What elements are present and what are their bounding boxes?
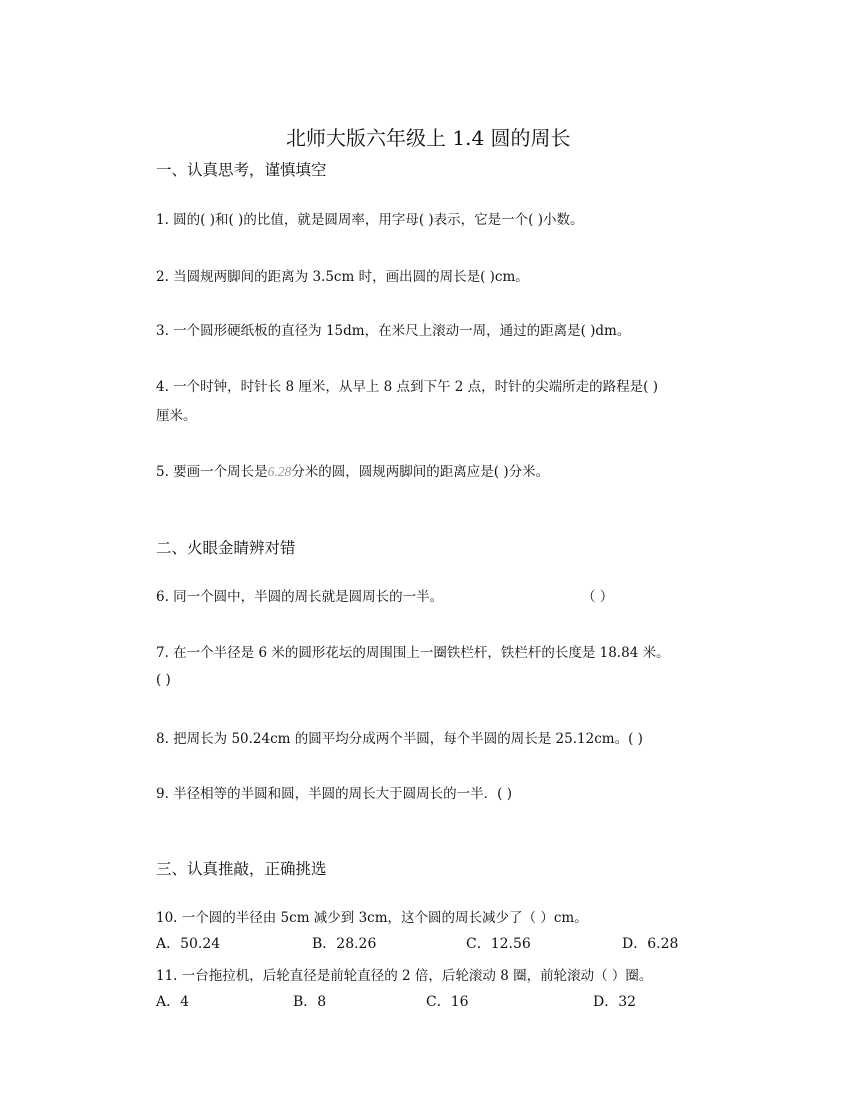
question-3: 3. 一个圆形硬纸板的直径为 15dm，在米尺上滚动一周，通过的距离是( )dm。 — [156, 323, 631, 339]
question-5-value: 6.28 — [267, 464, 292, 479]
question-11: 11. 一台拖拉机，后轮直径是前轮直径的 2 倍，后轮滚动 8 圈，前轮滚动（ ）圈。 — [156, 968, 653, 984]
question-8: 8. 把周长为 50.24cm 的圆平均分成两个半圆，每个半圆的周长是 25.12cm。( ) — [156, 731, 643, 747]
question-10-option-d: D．6.28 — [622, 936, 679, 952]
question-9: 9. 半径相等的半圆和圆，半圆的周长大于圆周长的一半．( ) — [156, 786, 512, 802]
question-11-option-a: A．4 — [156, 994, 190, 1010]
question-7-line-2: ( ) — [156, 672, 171, 688]
question-10-option-a: A．50.24 — [156, 936, 221, 952]
question-2: 2. 当圆规两脚间的距离为 3.5cm 时，画出圆的周长是( )cm。 — [156, 269, 529, 285]
section-heading-2: 二、火眼金睛辨对错 — [156, 539, 296, 557]
question-7-line-1: 7. 在一个半径是 6 米的圆形花坛的周围围上一圈铁栏杆，铁栏杆的长度是 18.84 米。 — [156, 645, 670, 661]
question-5 — [156, 460, 549, 480]
question-10-option-c: C．12.56 — [466, 936, 531, 952]
question-4-line-2: 厘米。 — [156, 408, 197, 424]
question-11-option-d: D．32 — [593, 994, 637, 1010]
question-10-option-b: B．28.26 — [312, 936, 377, 952]
question-11-option-b: B．8 — [293, 994, 327, 1010]
question-6: 6. 同一个圆中，半圆的周长就是圆周长的一半。 — [156, 589, 444, 605]
question-10: 10. 一个圆的半径由 5cm 减少到 3cm，这个圆的周长减少了（ ）cm。 — [156, 910, 588, 926]
section-heading-1: 一、认真思考，谨慎填空 — [156, 161, 327, 179]
question-11-option-c: C．16 — [426, 994, 469, 1010]
question-4-line-1: 4. 一个时钟，时针长 8 厘米，从早上 8 点到下午 2 点，时针的尖端所走的路程是( ) — [156, 379, 659, 395]
question-5-text-pre: 5. 要画一个周长是 — [156, 464, 268, 480]
question-1: 1. 圆的( )和( )的比值，就是圆周率，用字母( )表示，它是一个( )小数。 — [156, 212, 584, 228]
question-6-answer-blank: （ ） — [582, 589, 614, 605]
page-title: 北师大版六年级上 1.4 圆的周长 — [286, 126, 571, 150]
section-heading-3: 三、认真推敲，正确挑选 — [156, 860, 327, 878]
question-5-text-post: 分米的圆，圆规两脚间的距离应是( )分米。 — [291, 464, 550, 480]
